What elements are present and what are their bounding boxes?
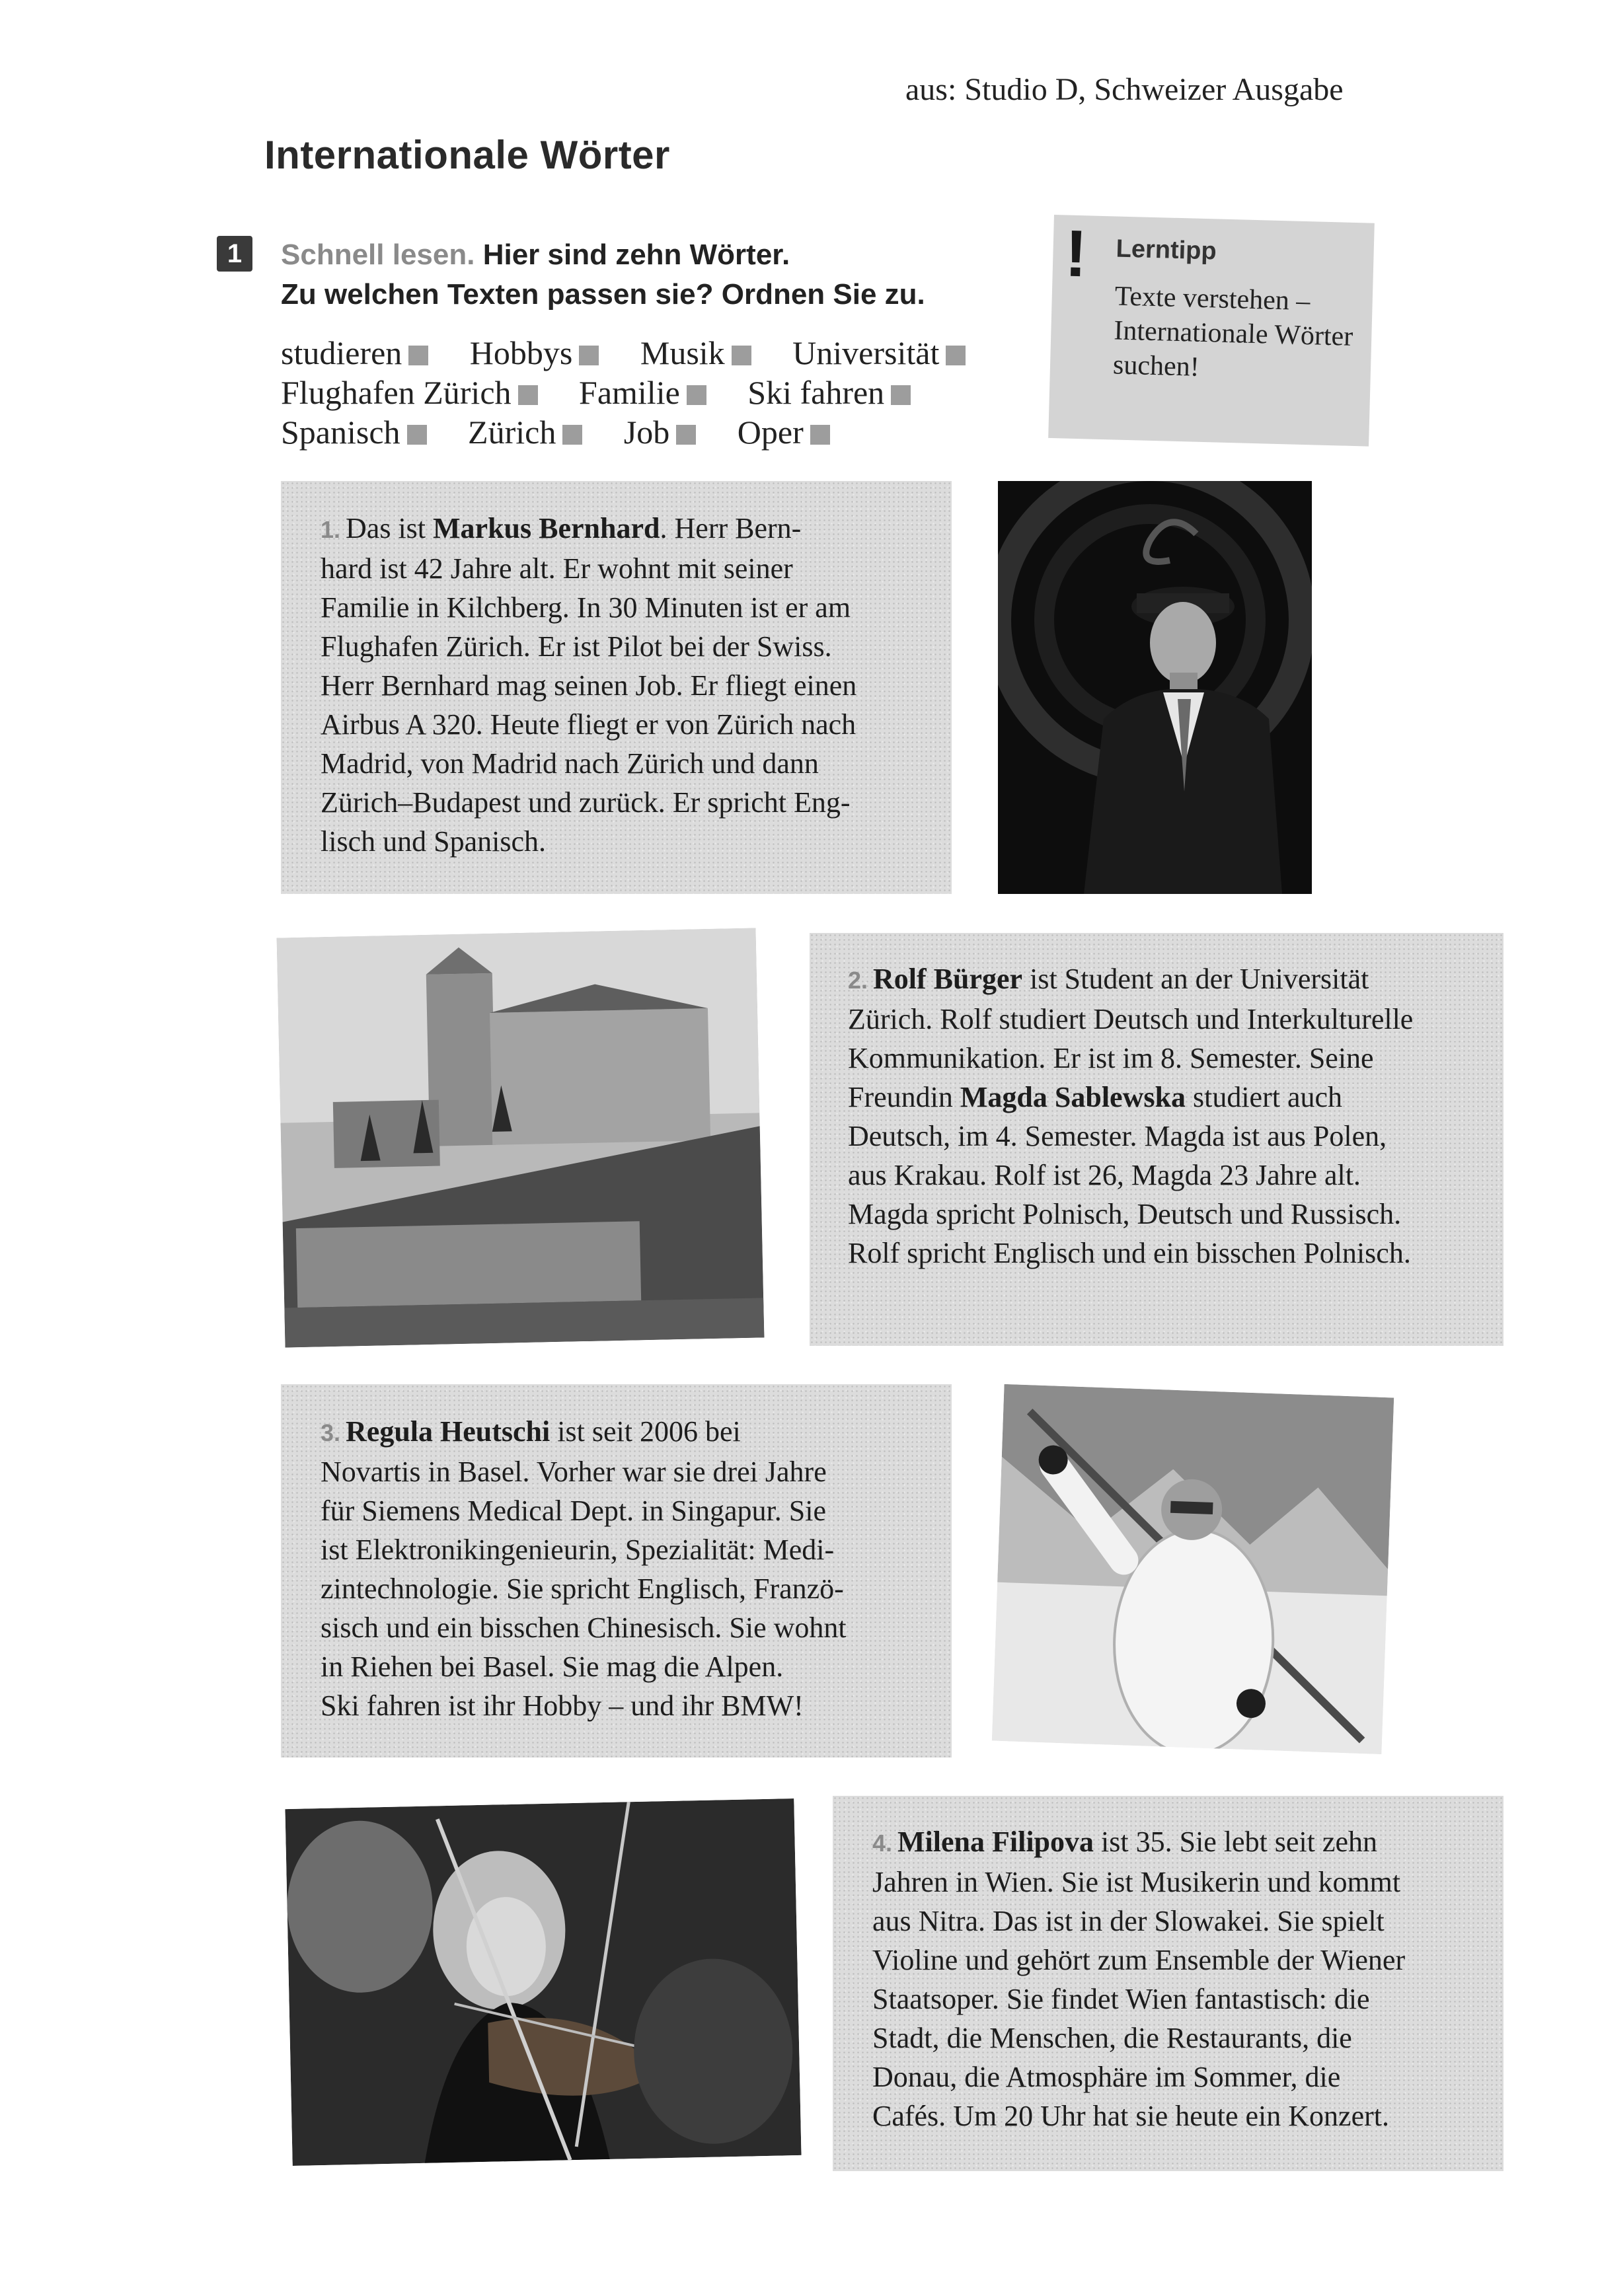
person-name: Markus Bernhard [433,512,660,544]
text-line: Madrid, von Madrid nach Zürich und dann [321,747,819,780]
text-line: 4. Milena Filipova ist 35. Sie lebt seit zehn [872,1826,1377,1858]
text-panel-3 [281,1384,952,1758]
text-number: 1. [321,516,341,543]
text-line: Freundin Magda Sablewska studiert auch [848,1081,1343,1113]
instruction-line2: Zu welchen Texten passen sie? Ordnen Sie zu. [281,278,925,311]
text-line: hard ist 42 Jahre alt. Er wohnt mit seiner [321,552,793,585]
word-item: Flughafen Zürich [281,373,538,412]
answer-box[interactable] [518,385,538,405]
text-line: Donau, die Atmosphäre im Sommer, die [872,2061,1341,2093]
university-photo [277,928,765,1347]
text-line: Rolf spricht Englisch und ein bisschen Polnisch. [848,1237,1411,1269]
text-panel-4 [833,1796,1503,2171]
text-line: Flughafen Zürich. Er ist Pilot bei der Swiss. [321,630,832,663]
text-line: Ski fahren ist ihr Hobby – und ihr BMW! [321,1689,804,1722]
word-item: Oper [738,413,830,451]
text-line: aus Nitra. Das ist in der Slowakei. Sie spielt [872,1905,1385,1937]
word-item: Ski fahren [747,373,911,412]
word-row-3 [281,413,830,451]
source-note: aus: Studio D, Schweizer Ausgabe [905,72,1344,107]
text-line: Novartis in Basel. Vorher war sie drei Jahre [321,1456,827,1488]
text-line: Airbus A 320. Heute fliegt er von Zürich nach [321,708,856,741]
word-item: Job [624,413,696,451]
text-line: Zürich. Rolf studiert Deutsch und Interkulturelle [848,1003,1414,1035]
text-line: Deutsch, im 4. Semester. Magda ist aus Polen, [848,1120,1387,1152]
text-line: 2. Rolf Bürger ist Student an der Universität [848,963,1369,995]
text-number: 2. [848,967,868,994]
text-panel-1 [281,481,952,894]
text-number: 3. [321,1419,341,1446]
answer-box[interactable] [408,346,428,365]
text-panel-2 [810,933,1503,1346]
text-line: Jahren in Wien. Sie ist Musikerin und kommt [872,1866,1401,1898]
answer-box[interactable] [732,346,751,365]
text-line: Kommunikation. Er ist im 8. Semester. Seine [848,1042,1374,1074]
pilot-photo [998,481,1312,894]
person-name: Rolf Bürger [873,963,1023,995]
answer-box[interactable] [407,425,427,445]
answer-box[interactable] [810,425,830,445]
text-line: Stadt, die Menschen, die Restaurants, die [872,2022,1352,2054]
instruction-line1: Hier sind zehn Wörter. [482,239,790,271]
text-line: ist Elektronikingenieurin, Spezialität: Medi- [321,1534,835,1566]
person-name: Milena Filipova [897,1826,1094,1858]
instruction-highlight: Schnell lesen. [281,239,475,271]
person-name: Regula Heutschi [346,1415,551,1448]
text-line: Magda spricht Polnisch, Deutsch und Russisch. [848,1198,1402,1230]
person-name: Magda Sablewska [960,1081,1186,1113]
word-item: Spanisch [281,413,427,451]
word-item: Hobbys [470,334,599,372]
word-item: Zürich [468,413,582,451]
page-title: Internationale Wörter [264,133,670,177]
task-instruction [281,235,925,315]
answer-box[interactable] [687,385,706,405]
exclamation-icon: ! [1064,216,1088,291]
text-number: 4. [872,1830,893,1857]
answer-box[interactable] [579,346,599,365]
text-line: 3. Regula Heutschi ist seit 2006 bei [321,1415,741,1448]
word-row-2 [281,373,911,412]
text-line: Violine und gehört zum Ensemble der Wiener [872,1944,1406,1976]
text-line: zintechnologie. Sie spricht Englisch, Franzö- [321,1573,844,1605]
text-line: Familie in Kilchberg. In 30 Minuten ist er am [321,591,851,624]
answer-box[interactable] [891,385,911,405]
lerntipp-box [1048,215,1375,447]
text-line: in Riehen bei Basel. Sie mag die Alpen. [321,1650,784,1683]
text-line: für Siemens Medical Dept. in Singapur. Sie [321,1495,826,1527]
text-line: lisch und Spanisch. [321,825,546,858]
lerntipp-text: Texte verstehen – Internationale Wörter suchen! [1112,281,1353,383]
task-number-badge: 1 [217,236,252,272]
word-item: studieren [281,334,428,372]
word-item: Familie [579,373,706,412]
text-line: 1. Das ist Markus Bernhard. Herr Bern- [321,512,802,544]
word-item: Musik [640,334,751,372]
word-row-1 [281,334,966,372]
skier-photo [992,1384,1394,1754]
violinist-photo [285,1798,801,2166]
text-line: Staatsoper. Sie findet Wien fantastisch: die [872,1983,1370,2015]
text-line: Herr Bernhard mag seinen Job. Er fliegt einen [321,669,857,702]
answer-box[interactable] [562,425,582,445]
answer-box[interactable] [676,425,696,445]
text-line: aus Krakau. Rolf ist 26, Magda 23 Jahre alt. [848,1159,1361,1191]
text-line: Cafés. Um 20 Uhr hat sie heute ein Konzert. [872,2100,1389,2132]
answer-box[interactable] [946,346,966,365]
text-line: sisch und ein bisschen Chinesisch. Sie wohnt [321,1611,847,1644]
lerntipp-title: Lerntipp [1116,235,1217,266]
text-line: Zürich–Budapest und zurück. Er spricht Eng- [321,786,851,819]
word-item: Universität [792,334,966,372]
